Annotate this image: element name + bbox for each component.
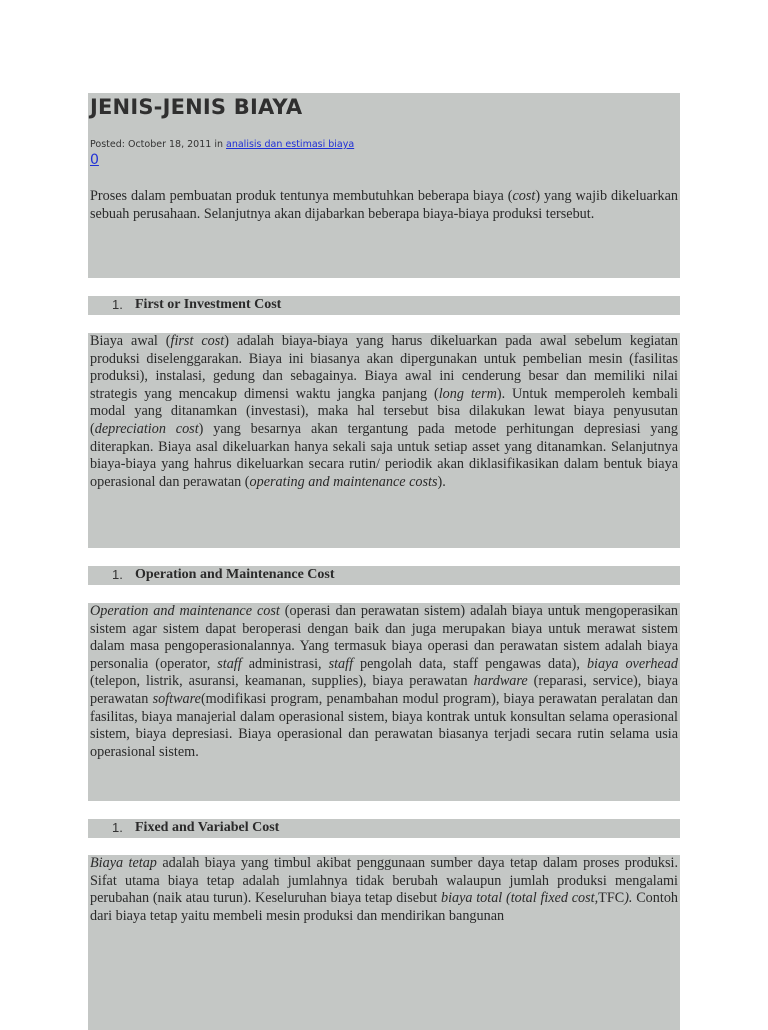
section-heading-fixed-cost xyxy=(88,819,680,838)
section-paragraph xyxy=(90,603,678,761)
text-run: Proses dalam pembuatan produk tentunya membutuhkan beberapa biaya ( xyxy=(90,188,513,204)
italic-run: software xyxy=(152,690,201,707)
text-run: Biaya awal ( xyxy=(90,333,171,349)
text-run: (telepon, listrik, asuransi, keamanan, supplies), biaya perawatan xyxy=(90,673,474,690)
italic-run: biaya overhead xyxy=(586,655,678,672)
text-run: administrasi, xyxy=(241,655,329,672)
list-number: 1. xyxy=(112,567,123,582)
section-body-first-cost xyxy=(88,333,680,548)
list-number: 1. xyxy=(112,297,123,312)
italic-run: first cost xyxy=(170,333,225,349)
text-run: ) yang wajib dikeluarkan sebuah perusahaan. Selanjutnya akan dijabarkan beberapa biaya-biaya produksi tersebut. xyxy=(90,188,678,222)
post-title: JENIS-JENIS BIAYA xyxy=(90,95,303,119)
section-title: Operation and Maintenance Cost xyxy=(135,567,335,582)
comment-count-link[interactable]: 0 xyxy=(90,152,99,168)
italic-run: staff xyxy=(217,655,242,672)
section-body-operation-cost xyxy=(88,603,680,801)
italic-run: long term xyxy=(438,385,497,402)
section-title: Fixed and Variabel Cost xyxy=(135,820,280,835)
text-run: (reparasi, service), biaya perawatan xyxy=(90,673,678,707)
italic-run: Biaya tetap xyxy=(90,855,157,871)
text-run: (modifikasi program, penambahan modul program), biaya perawatan peralatan dan fasilitas, biaya manajerial dalam operasional sistem, biaya kontrak untuk konsultan selama operasional sistem, biaya depresiasi. Biaya operasional dan perawatan biasanya terjadi secara rutin selama usia operasional sistem. xyxy=(90,690,678,760)
italic-run: ). xyxy=(624,890,633,907)
text-run: adalah biaya yang timbul akibat penggunaan sumber daya tetap dalam proses produksi. Sifat utama biaya tetap adalah jumlahnya tidak berubah walaupun jumlah produksi mengalami perubahan (naik atau turun). Keseluruhan biaya tetap disebut xyxy=(90,855,678,907)
section-paragraph xyxy=(90,855,678,925)
post-meta xyxy=(90,139,354,150)
text-run: ). xyxy=(437,473,446,490)
text-run: (operasi dan perawatan sistem) adalah biaya untuk mengoperasikan sistem agar sistem dapat beroperasi dengan baik dan juga merupakan biaya untuk merawat sistem dalam masa pengoperasionalannya. Yang termasuk biaya operasi dan perawatan sistem adalah biaya personalia (operator, xyxy=(90,603,678,672)
italic-run: depreciation cost xyxy=(94,420,199,437)
italic-run: Operation and maintenance cost xyxy=(90,603,280,619)
italic-run: cost xyxy=(512,188,536,204)
text-run: pengolah data, staff pengawas data), xyxy=(353,655,587,672)
text-run: ) yang besarnya akan tergantung pada metode perhitungan depresiasi yang diterapkan. Biaya asal dikeluarkan hanya sekali saja untuk setiap asset yang ditanamkan. Selanjutnya biaya-biaya yang hahrus dikeluarkan secara rutin/ periodik akan diklasifikasikan dalam bentuk biaya operasional dan perawatan ( xyxy=(90,420,678,490)
italic-run: hardware xyxy=(473,673,528,690)
post-header xyxy=(88,93,680,278)
italic-run: biaya total (total fixed cost, xyxy=(440,890,599,907)
italic-run: operating and maintenance costs xyxy=(249,473,438,490)
posted-date: Posted: October 18, 2011 in xyxy=(90,139,227,150)
text-run: ). Untuk memperoleh kembali modal yang ditanamkan (investasi), maka hal tersebut bisa dilakukan lewat biaya penyusutan ( xyxy=(90,385,678,437)
text-run: ) adalah biaya-biaya yang harus dikeluarkan pada awal sebelum kegiatan produksi diselenggarakan. Biaya ini biasanya akan dipergunakan untuk pembelian mesin (fasilitas produksi), instalasi, gedung dan sebagainya. Biaya awal ini cenderung besar dan memiliki nilai strategis yang mencakup dimensi waktu jangka panjang ( xyxy=(90,333,678,402)
section-heading-operation-cost xyxy=(88,566,680,585)
text-run: TFC xyxy=(598,890,625,907)
section-title: First or Investment Cost xyxy=(135,297,282,312)
section-heading-first-cost xyxy=(88,296,680,315)
section-body-fixed-cost xyxy=(88,855,680,1030)
italic-run: staff xyxy=(328,655,354,672)
section-paragraph xyxy=(90,333,678,491)
text-run: Contoh dari biaya tetap yaitu membeli mesin produksi dan mendirikan bangunan xyxy=(90,890,679,924)
list-number: 1. xyxy=(112,820,123,835)
intro-paragraph xyxy=(90,188,678,223)
category-link[interactable]: analisis dan estimasi biaya xyxy=(226,139,355,150)
